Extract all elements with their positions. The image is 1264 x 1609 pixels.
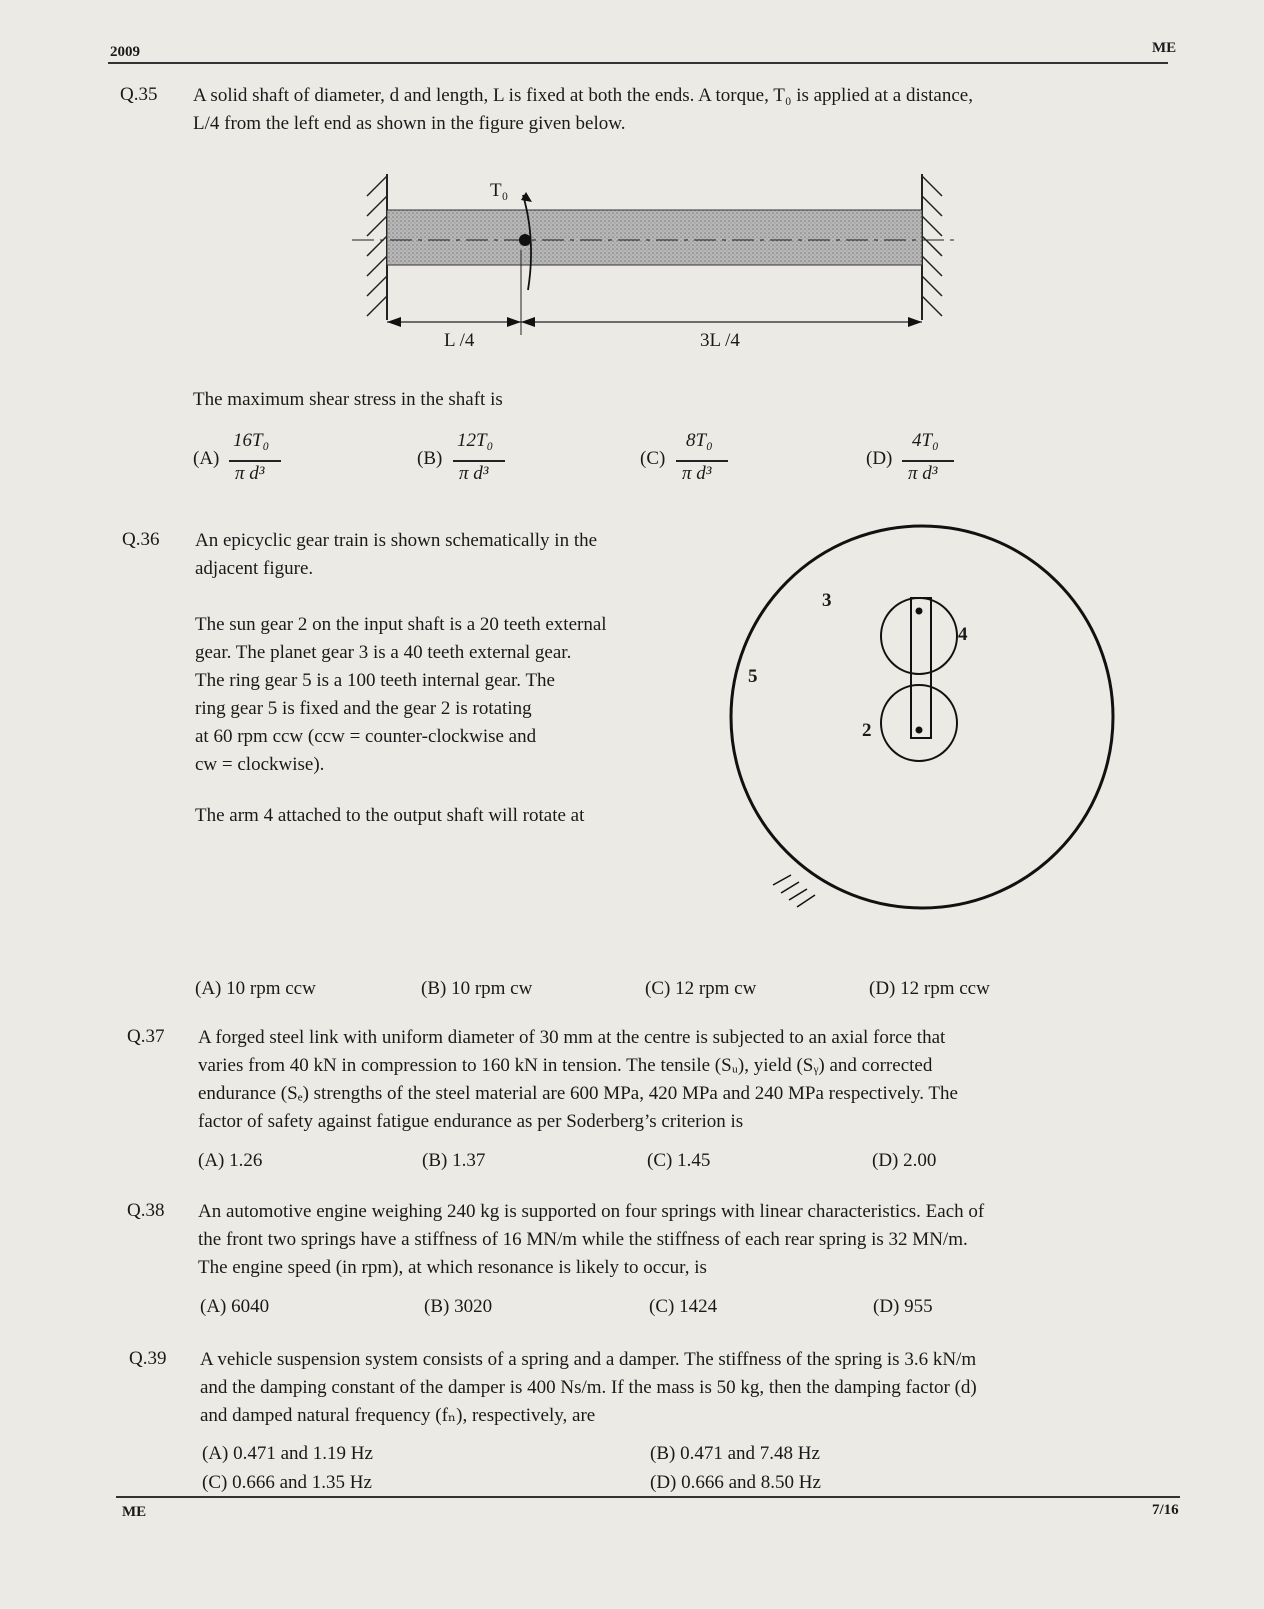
q37-text-line: endurance (Sₑ) strengths of the steel material are 600 MPa, 420 MPa and 240 MPa respectively. The [198, 1083, 958, 1104]
dimension-lines [387, 250, 922, 335]
q35-number: Q.35 [120, 84, 158, 105]
ring-fixed-hatch [773, 875, 815, 907]
q37-option-b[interactable]: (B) 1.37 [422, 1150, 486, 1171]
q37-text [198, 1024, 1166, 1136]
q39-text-line: and damped natural frequency (fₙ), respectively, are [200, 1405, 596, 1426]
q37-text-line: A forged steel link with uniform diameter of 30 mm at the centre is subjected to an axial force that [198, 1027, 946, 1048]
q38-number: Q.38 [127, 1200, 165, 1221]
q39-text-line: and the damping constant of the damper is 400 Ns/m. If the mass is 50 kg, then the damping factor (d) [200, 1377, 977, 1398]
sun-pivot [916, 727, 923, 734]
q36-body-line: The sun gear 2 on the input shaft is a 20 teeth external [195, 614, 607, 635]
planet-gear-3 [881, 598, 957, 674]
right-fixed-support [922, 174, 942, 320]
q39-option-c[interactable]: (C) 0.666 and 1.35 Hz [202, 1472, 372, 1493]
q36-option-b[interactable]: (B) 10 rpm cw [421, 978, 533, 999]
q35-prompt: The maximum shear stress in the shaft is [193, 389, 503, 410]
fraction-bar [902, 460, 954, 462]
q39-option-b[interactable]: (B) 0.471 and 7.48 Hz [650, 1443, 820, 1464]
q36-body-line: gear. The planet gear 3 is a 40 teeth external gear. [195, 642, 572, 663]
option-numerator: 16T₀ [233, 430, 270, 451]
q37-option-a[interactable]: (A) 1.26 [198, 1150, 263, 1171]
gear-label-3: 3 [822, 590, 832, 611]
q38-text [198, 1198, 1166, 1282]
footer-rule [116, 1496, 1180, 1498]
q37-number: Q.37 [127, 1026, 165, 1047]
option-label: (A) [193, 448, 220, 469]
option-denominator: π d³ [908, 463, 938, 484]
option-label: (D) [866, 448, 893, 469]
q35-text-line2: L/4 from the left end as shown in the figure given below. [193, 113, 626, 134]
planet-pivot [916, 608, 923, 615]
q37-text-line: varies from 40 kN in compression to 160 kN in tension. The tensile (Sᵤ), yield (Sᵧ) and corrected [198, 1055, 933, 1076]
gear-label-4: 4 [958, 624, 968, 645]
option-denominator: π d³ [682, 463, 712, 484]
q37-text-line: factor of safety against fatigue endurance as per Soderberg’s criterion is [198, 1111, 744, 1132]
q38-option-c[interactable]: (C) 1424 [649, 1296, 718, 1317]
arm-4 [911, 598, 931, 738]
q38-text-line: The engine speed (in rpm), at which resonance is likely to occur, is [198, 1257, 707, 1278]
torque-symbol [519, 192, 532, 290]
option-label: (B) [417, 448, 443, 469]
fraction-bar [676, 460, 728, 462]
q36-body-line: at 60 rpm ccw (ccw = counter-clockwise and [195, 726, 537, 747]
option-denominator: π d³ [235, 463, 265, 484]
header-year: 2009 [110, 44, 140, 60]
option-denominator: π d³ [459, 463, 489, 484]
option-numerator: 4T₀ [912, 430, 939, 451]
shaft-body [387, 210, 922, 265]
q39-option-d[interactable]: (D) 0.666 and 8.50 Hz [650, 1472, 821, 1493]
q39-text-line: A vehicle suspension system consists of a spring and a damper. The stiffness of the spring is 3.6 kN/m [200, 1349, 977, 1370]
option-numerator: 8T₀ [686, 430, 713, 451]
q38-text-line: the front two springs have a stiffness of 16 MN/m while the stiffness of each rear spring is 32 MN/m. [198, 1229, 968, 1250]
fraction-bar [229, 460, 281, 462]
q36-intro [195, 527, 695, 583]
q36-option-d[interactable]: (D) 12 rpm ccw [869, 978, 990, 999]
q36-intro-line1: An epicyclic gear train is shown schematically in the [195, 530, 598, 551]
q36-intro-line2: adjacent figure. [195, 558, 314, 579]
left-dimension-label: L /4 [444, 330, 475, 351]
q35-text [193, 82, 1163, 138]
q38-option-d[interactable]: (D) 955 [873, 1296, 933, 1317]
header-rule [108, 62, 1168, 64]
sun-gear-2 [881, 685, 957, 761]
q36-body [195, 611, 699, 779]
fraction-bar [453, 460, 505, 462]
q36-option-c[interactable]: (C) 12 rpm cw [645, 978, 757, 999]
q37-option-d[interactable]: (D) 2.00 [872, 1150, 937, 1171]
q39-option-a[interactable]: (A) 0.471 and 1.19 Hz [202, 1443, 373, 1464]
q39-number: Q.39 [129, 1348, 167, 1369]
q39-text [200, 1346, 1168, 1430]
ring-gear-5 [731, 526, 1113, 908]
q35-text-line1: A solid shaft of diameter, d and length, L is fixed at both the ends. A torque, T₀ is applied at a distance, [193, 85, 973, 106]
q36-body-line: ring gear 5 is fixed and the gear 2 is rotating [195, 698, 532, 719]
right-dimension-label: 3L /4 [700, 330, 740, 351]
q36-option-a[interactable]: (A) 10 rpm ccw [195, 978, 316, 999]
left-fixed-support [367, 174, 387, 320]
q36-body-line: cw = clockwise). [195, 754, 325, 775]
q36-number: Q.36 [122, 529, 160, 550]
header-paper-code: ME [1152, 40, 1177, 56]
q36-body-line: The ring gear 5 is a 100 teeth internal gear. The [195, 670, 555, 691]
footer-page-number: 7/16 [1152, 1502, 1179, 1518]
q38-option-b[interactable]: (B) 3020 [424, 1296, 493, 1317]
gear-label-5: 5 [748, 666, 758, 687]
option-label: (C) [640, 448, 666, 469]
q36-prompt: The arm 4 attached to the output shaft will rotate at [195, 805, 585, 826]
q38-text-line: An automotive engine weighing 240 kg is supported on four springs with linear characteristics. Each of [198, 1201, 985, 1222]
footer-paper-code: ME [122, 1504, 147, 1520]
option-numerator: 12T₀ [457, 430, 494, 451]
gear-label-2: 2 [862, 720, 872, 741]
q37-option-c[interactable]: (C) 1.45 [647, 1150, 711, 1171]
q38-option-a[interactable]: (A) 6040 [200, 1296, 270, 1317]
torque-label: T₀ [490, 180, 509, 201]
